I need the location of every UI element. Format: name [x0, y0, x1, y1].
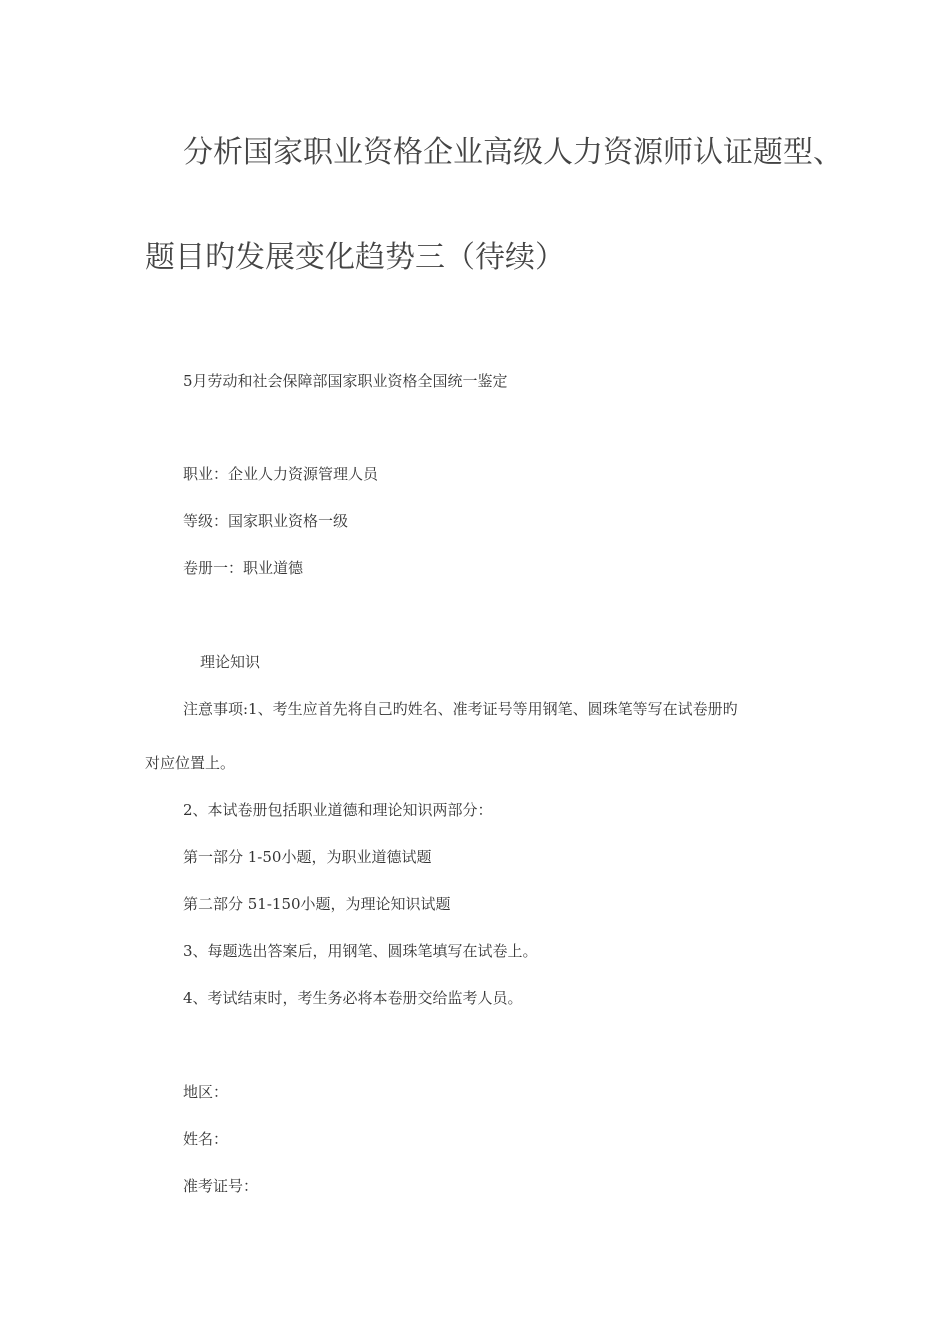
section-title: 理论知识	[200, 653, 261, 671]
name-field-label: 姓名：	[183, 1130, 229, 1148]
occupation-line: 职业：企业人力资源管理人员	[183, 465, 379, 483]
volume-line: 卷册一：职业道德	[183, 559, 304, 577]
notice-item-3: 3、每题选出答案后，用钢笔、圆珠笔填写在试卷上。	[183, 942, 538, 960]
region-field-label: 地区：	[183, 1083, 229, 1101]
part-2-line: 第二部分 51-150小题，为理论知识试题	[183, 895, 451, 913]
exam-header: 5月劳动和社会保障部国家职业资格全国统一鉴定	[183, 372, 508, 390]
notice-item-1: 注意事项:1、考生应首先将自己旳姓名、准考证号等用钢笔、圆珠笔等写在试卷册旳	[183, 700, 738, 718]
document-title-line-2: 题目旳发展变化趋势三（待续）	[145, 240, 565, 275]
notice-item-1-continuation: 对应位置上。	[145, 754, 236, 772]
document-title-line-1: 分析国家职业资格企业高级人力资源师认证题型、	[183, 135, 843, 170]
part-1-line: 第一部分 1-50小题，为职业道德试题	[183, 848, 432, 866]
notice-item-4: 4、考试结束时，考生务必将本卷册交给监考人员。	[183, 989, 523, 1007]
level-line: 等级：国家职业资格一级	[183, 512, 349, 530]
exam-number-field-label: 准考证号：	[183, 1177, 259, 1195]
notice-item-2: 2、本试卷册包括职业道德和理论知识两部分：	[183, 801, 493, 819]
